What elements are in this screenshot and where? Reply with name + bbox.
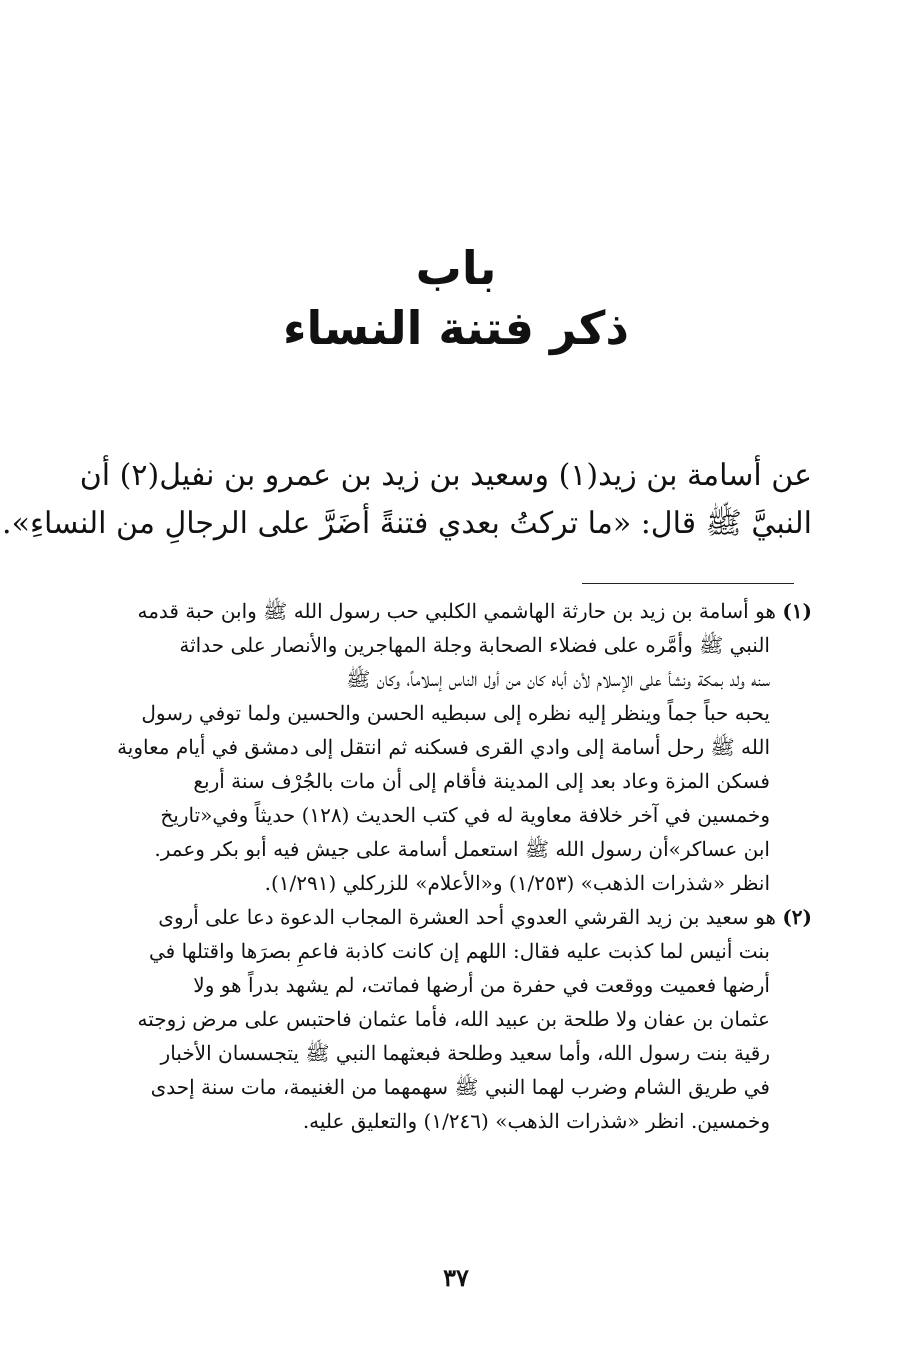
footnote-1-number: (١) bbox=[782, 599, 812, 623]
footnote-2-line-2: بنت أنيس لما كذبت عليه فقال: اللهم إن كانت كاذبة فاعمِ بصرَها واقتلها في bbox=[148, 939, 770, 963]
footnote-1-text: هو أسامة بن زيد بن حارثة الهاشمي الكلبي حب رسول الله ﷺ وابن حبة قدمه bbox=[137, 599, 776, 623]
page-number: ٣٧ bbox=[443, 1263, 469, 1292]
chapter-title-line-1: باب bbox=[415, 241, 497, 295]
hadith-text bbox=[2, 452, 812, 548]
footnote-2-line-3: أرضها فعميت ووقعت في حفرة من أرضها فماتت، لم يشهد بدراً هو ولا bbox=[193, 973, 770, 997]
footnote-1-line-8: ابن عساكر»أن رسول الله ﷺ استعمل أسامة على جيش فيه أبو بكر وعمر. bbox=[154, 837, 770, 861]
hadith-line-2: النبيَّ ﷺ قال: «ما تركتُ بعدي فتنةً أضَرَّ على الرجالِ من النساءِ». bbox=[2, 506, 812, 541]
chapter-title bbox=[0, 238, 912, 358]
hadith-line-1: عن أسامة بن زيد(١) وسعيد بن زيد بن عمرو بن نفيل(٢) أن bbox=[79, 458, 812, 493]
footnote-1-line-7: وخمسين في آخر خلافة معاوية له في كتب الحديث (١٢٨) حديثاً وفي«تاريخ bbox=[160, 803, 770, 827]
footnote-2-text: هو سعيد بن زيد القرشي العدوي أحد العشرة المجاب الدعوة دعا على أروى bbox=[158, 905, 776, 929]
footnote-2-line-1 bbox=[100, 900, 812, 934]
footnote-separator bbox=[582, 583, 794, 584]
footnote-1-line-2: النبي ﷺ وأمَّره على فضلاء الصحابة وجلة المهاجرين والأنصار على حداثة bbox=[179, 633, 770, 657]
footnote-1-line-3: سنه ولد بمكة ونشأ على الإسلام لأن أباه كان من أول الناس إسلاماً، وكان ﷺ bbox=[346, 667, 770, 691]
footnote-1-line-6: فسكن المزة وعاد بعد إلى المدينة فأقام إلى أن مات بالجُرْف سنة أربع bbox=[193, 769, 770, 793]
footnote-2-line-6: في طريق الشام وضرب لهما النبي ﷺ سهمهما من الغنيمة، مات سنة إحدى bbox=[150, 1075, 770, 1099]
footnote-1-line-4: يحبه حباً جماً وينظر إليه نظره إلى سبطيه الحسن والحسين ولما توفي رسول bbox=[141, 701, 770, 725]
footnote-2-line-7: وخمسين. انظر «شذرات الذهب» (١/٢٤٦) والتعليق عليه. bbox=[302, 1109, 770, 1133]
footnote-1-line-5: الله ﷺ رحل أسامة إلى وادي القرى فسكنه ثم انتقل إلى دمشق في أيام معاوية bbox=[117, 735, 770, 759]
footnote-1-line-9: انظر «شذرات الذهب» (١/٢٥٣) و«الأعلام» للزركلي (١/٢٩١). bbox=[264, 871, 770, 895]
footnote-2-line-5: رقية بنت رسول الله، وأما سعيد وطلحة فبعثهما النبي ﷺ يتجسسان الأخبار bbox=[160, 1041, 770, 1065]
footnotes bbox=[100, 594, 812, 1138]
chapter-title-line-2: ذكر فتنة النساء bbox=[283, 301, 629, 355]
footnote-2-number: (٢) bbox=[782, 905, 812, 929]
footnote-2-line-4: عثمان بن عفان ولا طلحة بن عبيد الله، فأما عثمان فاحتبس على مرض زوجته bbox=[137, 1007, 770, 1031]
footnote-1-line-1 bbox=[100, 594, 812, 628]
